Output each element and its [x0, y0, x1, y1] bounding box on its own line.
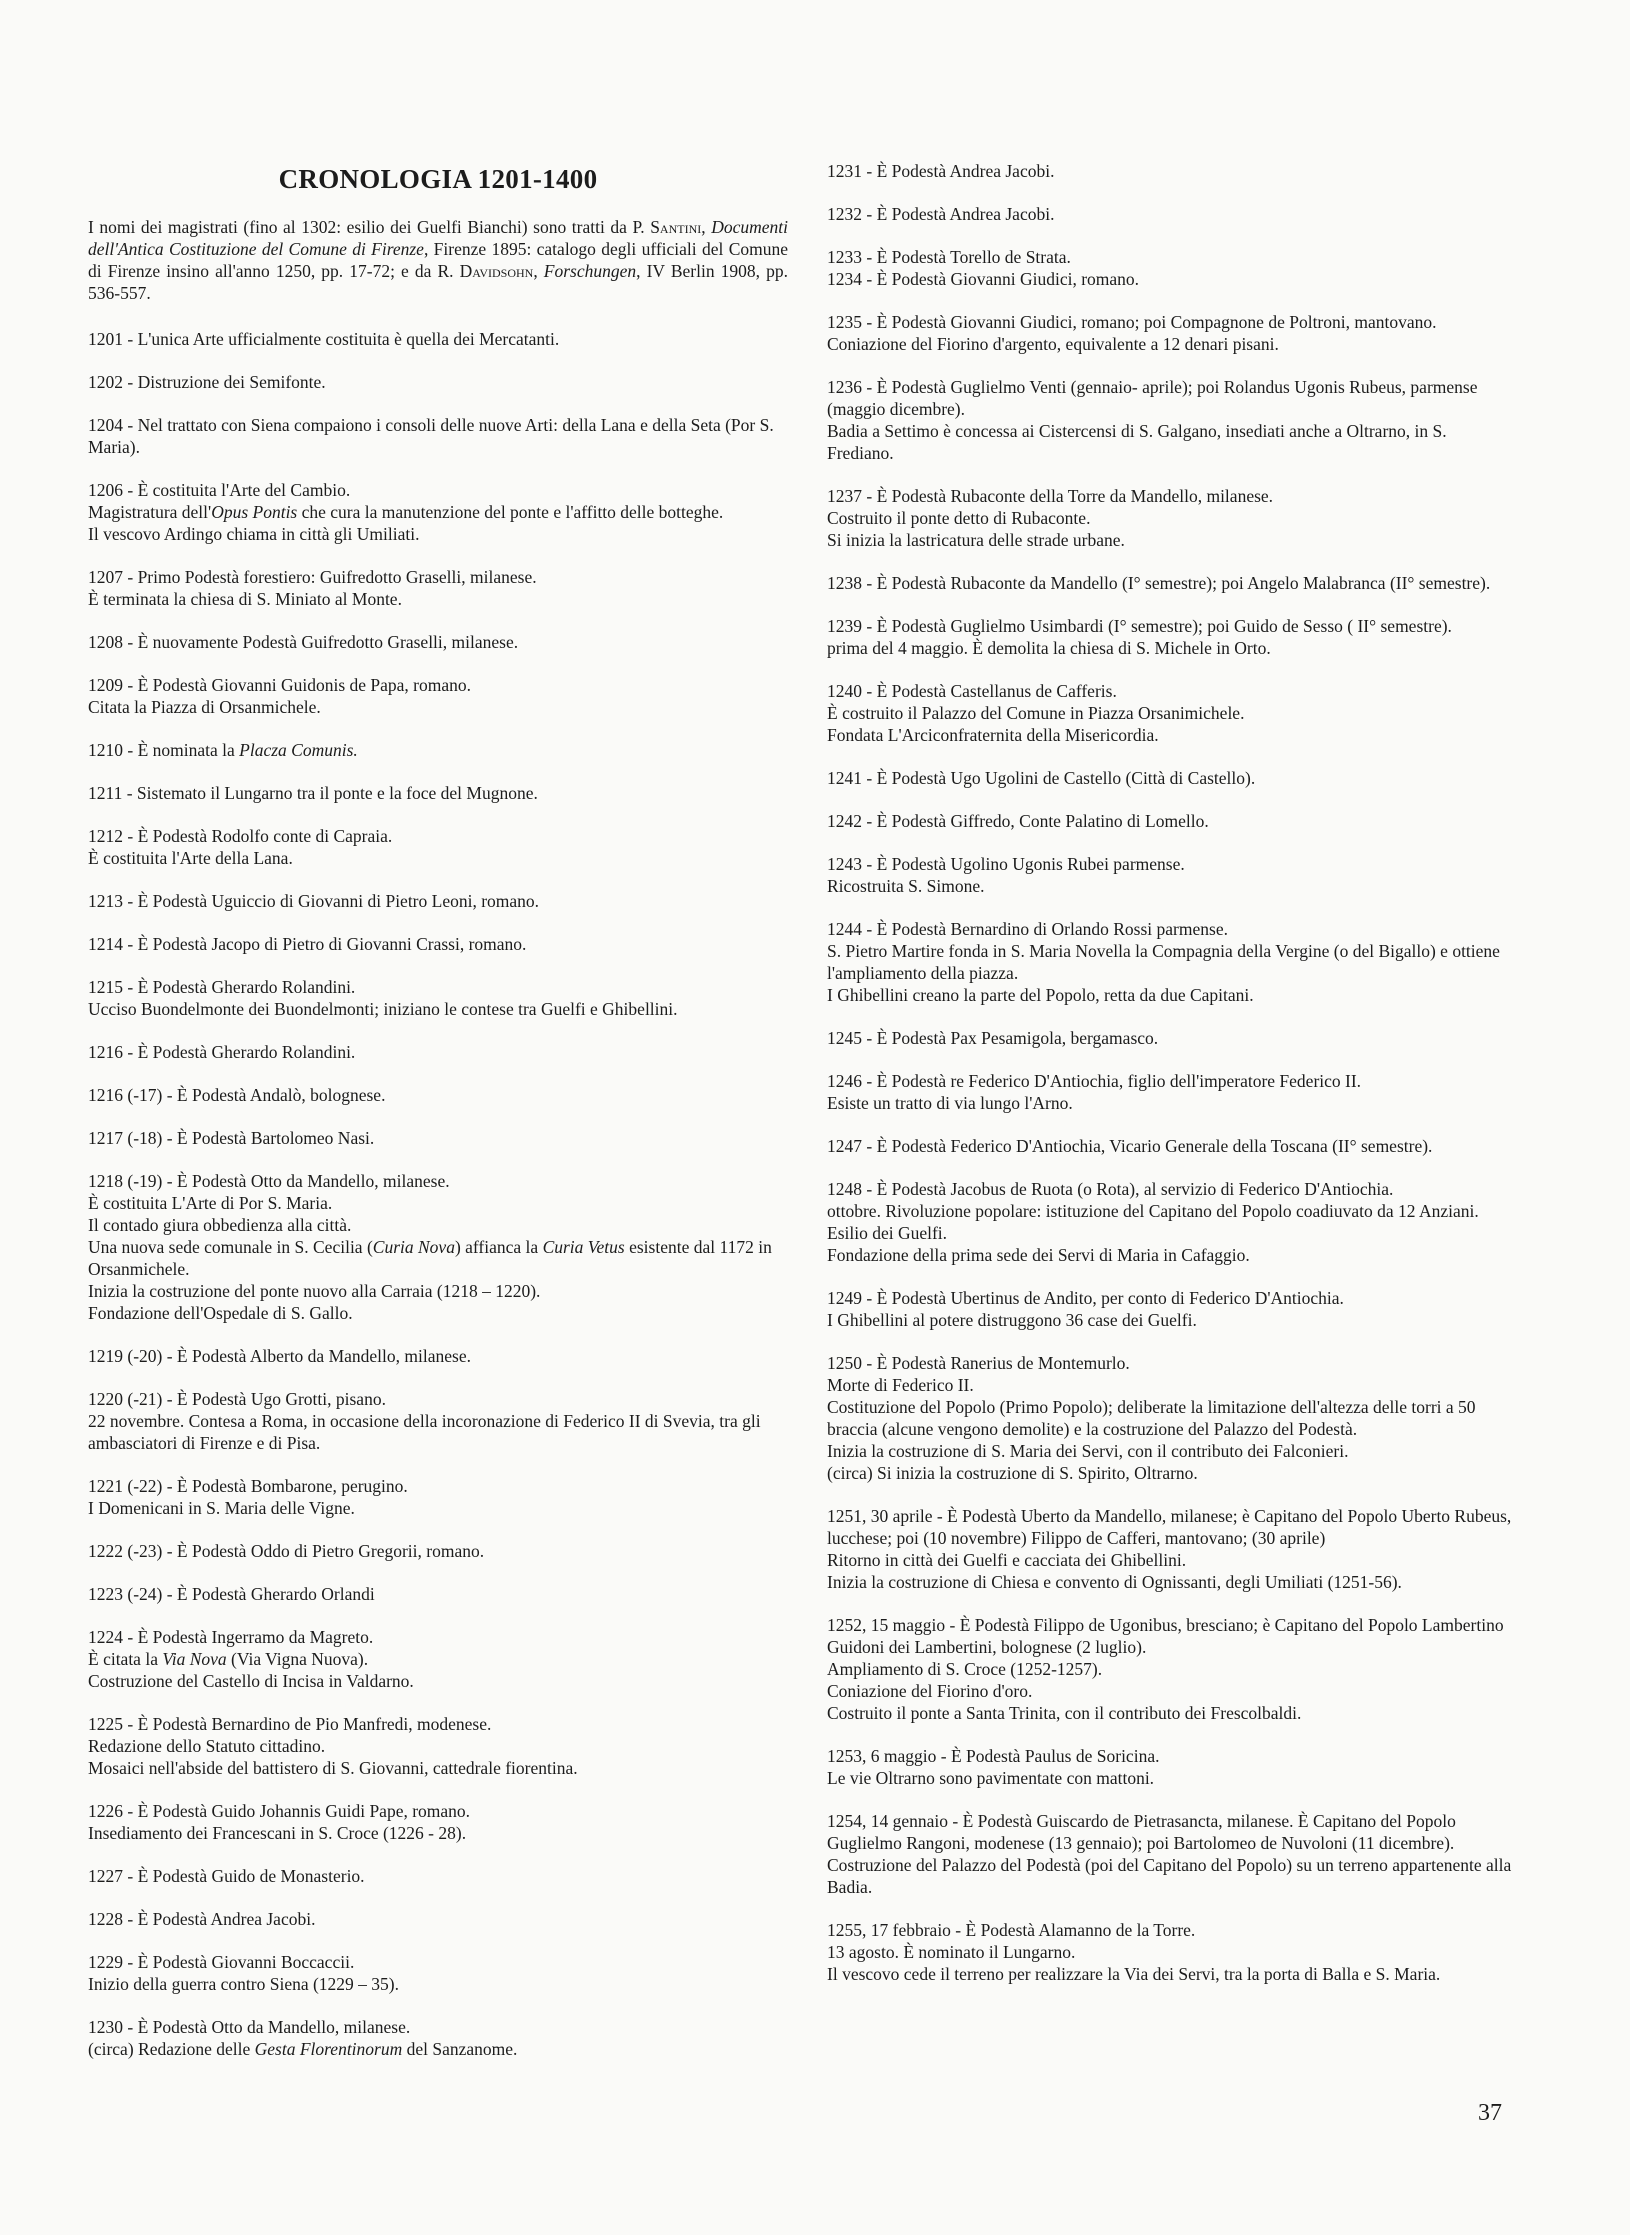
- entry-line: [88, 998, 788, 1020]
- chronology-entry: [88, 328, 788, 350]
- italic-text: Opus Pontis: [211, 502, 298, 522]
- entry-line: [88, 976, 788, 998]
- chronology-entry: [827, 203, 1517, 225]
- small-caps-text: Santini: [650, 217, 702, 237]
- entry-line: [827, 485, 1517, 507]
- entry-line: [827, 918, 1517, 940]
- chronology-entry: [827, 1135, 1517, 1157]
- entry-line: [88, 1800, 788, 1822]
- text-run: 1246 - È Podestà re Federico D'Antiochia, figlio dell'imperatore Federico II.: [827, 1071, 1362, 1091]
- entry-line: [88, 696, 788, 718]
- entry-line: [827, 420, 1517, 464]
- entry-line: [88, 1497, 788, 1519]
- entry-line: [827, 680, 1517, 702]
- chronology-entry: [88, 739, 788, 761]
- text-run: Redazione dello Statuto cittadino.: [88, 1736, 326, 1756]
- text-run: Costruzione del Castello di Incisa in Valdarno.: [88, 1671, 414, 1691]
- entry-line: [88, 1170, 788, 1192]
- text-run: Badia a Settimo è concessa ai Cistercensi di S. Galgano, insediati anche a Oltrarno, in S. Frediano.: [827, 421, 1447, 463]
- chronology-entry: [88, 1041, 788, 1063]
- entry-line: [88, 1280, 788, 1302]
- entry-line: [827, 767, 1517, 789]
- text-run: 1201 - L'unica Arte ufficialmente costituita è quella dei Mercatanti.: [88, 329, 560, 349]
- text-run: 1247 - È Podestà Federico D'Antiochia, Vicario Generale della Toscana (II° semestre).: [827, 1136, 1433, 1156]
- left-column: [88, 160, 788, 2081]
- italic-text: Placza Comunis.: [239, 740, 358, 760]
- text-run: Insediamento dei Francescani in S. Croce (1226 - 28).: [88, 1823, 467, 1843]
- text-run: 1237 - È Podestà Rubaconte della Torre da Mandello, milanese.: [827, 486, 1274, 506]
- entry-line: [827, 615, 1517, 637]
- chronology-entry: [827, 1505, 1517, 1593]
- entry-line: [827, 529, 1517, 551]
- text-run: Costruito il ponte detto di Rubaconte.: [827, 508, 1091, 528]
- text-run: 1249 - È Podestà Ubertinus de Andito, per conto di Federico D'Antiochia.: [827, 1288, 1344, 1308]
- chronology-entry: [88, 1127, 788, 1149]
- text-run: Morte di Federico II.: [827, 1375, 974, 1395]
- text-run: 1217 (-18) - È Podestà Bartolomeo Nasi.: [88, 1128, 375, 1148]
- entry-line: [827, 1070, 1517, 1092]
- chronology-entry: [827, 311, 1517, 355]
- entry-line: [88, 1713, 788, 1735]
- chronology-entry: [827, 1178, 1517, 1266]
- text-run: È costruito il Palazzo del Comune in Piazza Orsanimichele.: [827, 703, 1245, 723]
- text-run: 1207 - Primo Podestà forestiero: Guifredotto Graselli, milanese.: [88, 567, 537, 587]
- text-run: 1240 - È Podestà Castellanus de Cafferis.: [827, 681, 1117, 701]
- text-run: Inizio della guerra contro Siena (1229 – 35).: [88, 1974, 400, 1994]
- text-run: 1221 (-22) - È Podestà Bombarone, perugino.: [88, 1476, 408, 1496]
- text-run: (Via Vigna Nuova).: [226, 1649, 369, 1669]
- entry-line: [827, 1963, 1517, 1985]
- text-run: Una nuova sede comunale in S. Cecilia (: [88, 1237, 373, 1257]
- text-run: 22 novembre. Contesa a Roma, in occasione della incoronazione di Federico II di Svevia, tra gli ambasciatori di Firenze e di Pisa.: [88, 1411, 761, 1453]
- entry-line: [88, 1951, 788, 1973]
- text-run: 1241 - È Podestà Ugo Ugolini de Castello (Città di Castello).: [827, 768, 1256, 788]
- text-run: 1235 - È Podestà Giovanni Giudici, romano; poi Compagnone de Poltroni, mantovano.: [827, 312, 1437, 332]
- text-run: Inizia la costruzione di S. Maria dei Servi, con il contributo dei Falconieri.: [827, 1441, 1349, 1461]
- text-run: I Ghibellini al potere distruggono 36 case dei Guelfi.: [827, 1310, 1197, 1330]
- chronology-entry: [88, 1540, 788, 1562]
- text-run: 1230 - È Podestà Otto da Mandello, milanese.: [88, 2017, 411, 2037]
- entry-line: [88, 674, 788, 696]
- entry-line: [827, 507, 1517, 529]
- chronology-entry: [88, 631, 788, 653]
- text-run: (circa) Si inizia la costruzione di S. Spirito, Oltrarno.: [827, 1463, 1198, 1483]
- entry-line: [827, 572, 1517, 594]
- entry-line: [88, 2038, 788, 2060]
- entry-line: [88, 1670, 788, 1692]
- chronology-entry: [88, 1388, 788, 1454]
- entry-line: [88, 1127, 788, 1149]
- text-run: 1202 - Distruzione dei Semifonte.: [88, 372, 326, 392]
- text-run: Le vie Oltrarno sono pavimentate con mattoni.: [827, 1768, 1155, 1788]
- chronology-entry: [88, 1583, 788, 1605]
- entry-line: [827, 333, 1517, 355]
- chronology-entry: [827, 1352, 1517, 1484]
- text-run: I Ghibellini creano la parte del Popolo, retta da due Capitani.: [827, 985, 1254, 1005]
- text-run: Fondata L'Arciconfraternita della Misericordia.: [827, 725, 1159, 745]
- entry-line: [88, 479, 788, 501]
- entry-line: [827, 1571, 1517, 1593]
- text-run: 1218 (-19) - È Podestà Otto da Mandello, milanese.: [88, 1171, 450, 1191]
- chronology-entry: [88, 566, 788, 610]
- entry-line: [88, 371, 788, 393]
- entry-line: [827, 1374, 1517, 1396]
- text-run: 1219 (-20) - È Podestà Alberto da Mandello, milanese.: [88, 1346, 471, 1366]
- entry-line: [827, 1396, 1517, 1440]
- text-run: 1204 - Nel trattato con Siena compaiono i consoli delle nuove Arti: della Lana e della Seta (Por S. Maria).: [88, 415, 774, 457]
- text-run: Inizia la costruzione di Chiesa e convento di Ognissanti, degli Umiliati (1251-56).: [827, 1572, 1402, 1592]
- text-run: 1224 - È Podestà Ingerramo da Magreto.: [88, 1627, 374, 1647]
- entry-line: [827, 984, 1517, 1006]
- text-run: 1255, 17 febbraio - È Podestà Alamanno de la Torre.: [827, 1920, 1196, 1940]
- chronology-entry: [88, 890, 788, 912]
- text-run: 1236 - È Podestà Guglielmo Venti (gennaio- aprile); poi Rolandus Ugonis Rubeus, parmense (maggio dicembre).: [827, 377, 1478, 419]
- text-run: S. Pietro Martire fonda in S. Maria Novella la Compagnia della Vergine (o del Bigallo) e ottiene l'ampliamento della piazza.: [827, 941, 1500, 983]
- text-run: 1209 - È Podestà Giovanni Guidonis de Papa, romano.: [88, 675, 472, 695]
- text-run: Costituzione del Popolo (Primo Popolo); deliberate la limitazione dell'altezza delle torri a 50 braccia (alcune vengono demolite) e la costruzione del Palazzo del Podestà.: [827, 1397, 1476, 1439]
- text-run: , Firenze 1895: catalogo degli ufficiali del Comune di Firenze insino all'anno 1250, pp. 17-72; e da R.: [88, 239, 788, 281]
- page-number: 37: [1478, 2100, 1502, 2126]
- text-run: 1250 - È Podestà Ranerius de Montemurlo.: [827, 1353, 1130, 1373]
- text-run: ) affianca la: [454, 1237, 543, 1257]
- entry-line: [827, 1702, 1517, 1724]
- italic-text: Curia Nova: [372, 1237, 455, 1257]
- entry-line: [827, 1027, 1517, 1049]
- text-run: Esiste un tratto di via lungo l'Arno.: [827, 1093, 1073, 1113]
- text-run: Coniazione del Fiorino d'oro.: [827, 1681, 1033, 1701]
- entry-line: [88, 1648, 788, 1670]
- entry-line: [88, 1388, 788, 1410]
- chronology-entry: [88, 1713, 788, 1779]
- chronology-entry: [827, 810, 1517, 832]
- left-chronology-list: [88, 328, 788, 2060]
- text-run: ottobre. Rivoluzione popolare: istituzione del Capitano del Popolo coadiuvato da 12 Anziani.: [827, 1201, 1479, 1221]
- text-run: Il contado giura obbedienza alla città.: [88, 1215, 352, 1235]
- entry-line: [827, 1309, 1517, 1331]
- entry-line: [827, 1178, 1517, 1200]
- text-run: 1233 - È Podestà Torello de Strata.: [827, 247, 1071, 267]
- chronology-entry: [827, 485, 1517, 551]
- text-run: 1216 - È Podestà Gherardo Rolandini.: [88, 1042, 356, 1062]
- entry-line: [827, 1941, 1517, 1963]
- entry-line: [88, 1865, 788, 1887]
- entry-line: [827, 1745, 1517, 1767]
- chronology-entry: [827, 680, 1517, 746]
- entry-line: [88, 1192, 788, 1214]
- entry-line: [88, 1757, 788, 1779]
- text-run: È costituita l'Arte della Lana.: [88, 848, 293, 868]
- text-run: 1245 - È Podestà Pax Pesamigola, bergamasco.: [827, 1028, 1159, 1048]
- text-run: 1208 - È nuovamente Podestà Guifredotto Graselli, milanese.: [88, 632, 519, 652]
- entry-line: [88, 501, 788, 523]
- entry-line: [88, 1236, 788, 1280]
- entry-line: [827, 1440, 1517, 1462]
- text-run: Ritorno in città dei Guelfi e cacciata dei Ghibellini.: [827, 1550, 1187, 1570]
- chronology-entry: [827, 767, 1517, 789]
- entry-line: [88, 1041, 788, 1063]
- entry-line: [827, 1919, 1517, 1941]
- text-run: prima del 4 maggio. È demolita la chiesa di S. Michele in Orto.: [827, 638, 1271, 658]
- entry-line: [827, 1244, 1517, 1266]
- italic-text: Gesta Florentinorum: [254, 2039, 403, 2059]
- text-run: 1212 - È Podestà Rodolfo conte di Capraia.: [88, 826, 393, 846]
- text-run: esistente dal 1172 in Orsanmichele.: [88, 1237, 772, 1279]
- entry-line: [827, 1854, 1517, 1898]
- text-run: 1243 - È Podestà Ugolino Ugonis Rubei parmense.: [827, 854, 1185, 874]
- entry-line: [88, 1345, 788, 1367]
- chronology-entry: [827, 246, 1517, 290]
- text-run: Mosaici nell'abside del battistero di S. Giovanni, cattedrale fiorentina.: [88, 1758, 578, 1778]
- chronology-entry: [88, 371, 788, 393]
- entry-line: [827, 1810, 1517, 1854]
- entry-line: [827, 1680, 1517, 1702]
- entry-line: [827, 875, 1517, 897]
- chronology-entry: [827, 853, 1517, 897]
- entry-line: [88, 782, 788, 804]
- text-run: 1244 - È Podestà Bernardino di Orlando Rossi parmense.: [827, 919, 1228, 939]
- chronology-entry: [88, 2016, 788, 2060]
- entry-line: [827, 203, 1517, 225]
- entry-line: [88, 847, 788, 869]
- text-run: 1252, 15 maggio - È Podestà Filippo de Ugonibus, bresciano; è Capitano del Popolo Lambertino Guidoni dei Lambertini, bolognese (2 luglio).: [827, 1615, 1504, 1657]
- text-run: , IV Berlin 1908, pp. 536-557.: [88, 261, 788, 303]
- chronology-entry: [827, 1614, 1517, 1724]
- text-run: Esilio dei Guelfi.: [827, 1223, 948, 1243]
- text-run: 1222 (-23) - È Podestà Oddo di Pietro Gregorii, romano.: [88, 1541, 485, 1561]
- entry-line: [88, 1735, 788, 1757]
- text-run: Si inizia la lastricatura delle strade urbane.: [827, 530, 1125, 550]
- text-run: 1248 - È Podestà Jacobus de Ruota (o Rota), al servizio di Federico D'Antiochia.: [827, 1179, 1394, 1199]
- chronology-entry: [88, 1865, 788, 1887]
- chronology-entry: [88, 1626, 788, 1692]
- entry-line: [827, 311, 1517, 333]
- text-run: 1229 - È Podestà Giovanni Boccaccii.: [88, 1952, 355, 1972]
- text-run: 1223 (-24) - È Podestà Gherardo Orlandi: [88, 1584, 375, 1604]
- text-run: 1206 - È costituita l'Arte del Cambio.: [88, 480, 351, 500]
- entry-line: [88, 739, 788, 761]
- text-run: 1242 - È Podestà Giffredo, Conte Palatino di Lomello.: [827, 811, 1209, 831]
- text-run: 1225 - È Podestà Bernardino de Pio Manfredi, modenese.: [88, 1714, 492, 1734]
- text-run: Inizia la costruzione del ponte nuovo alla Carraia (1218 – 1220).: [88, 1281, 541, 1301]
- entry-line: [827, 724, 1517, 746]
- chronology-entry: [88, 1170, 788, 1324]
- text-run: 1253, 6 maggio - È Podestà Paulus de Soricina.: [827, 1746, 1160, 1766]
- text-run: 1232 - È Podestà Andrea Jacobi.: [827, 204, 1055, 224]
- chronology-entry: [88, 782, 788, 804]
- entry-line: [88, 1908, 788, 1930]
- text-run: Ucciso Buondelmonte dei Buondelmonti; iniziano le contese tra Guelfi e Ghibellini.: [88, 999, 678, 1019]
- entry-line: [88, 414, 788, 458]
- chronology-entry: [827, 1919, 1517, 1985]
- text-run: Magistratura dell': [88, 502, 212, 522]
- chronology-entry: [88, 1951, 788, 1995]
- entry-line: [827, 702, 1517, 724]
- text-run: I Domenicani in S. Maria delle Vigne.: [88, 1498, 355, 1518]
- text-run: Coniazione del Fiorino d'argento, equivalente a 12 denari pisani.: [827, 334, 1279, 354]
- chronology-entry: [827, 1745, 1517, 1789]
- entry-line: [88, 1626, 788, 1648]
- entry-line: [827, 1200, 1517, 1222]
- text-run: (circa) Redazione delle: [88, 2039, 255, 2059]
- entry-line: [827, 376, 1517, 420]
- entry-line: [827, 1352, 1517, 1374]
- entry-line: [88, 825, 788, 847]
- text-run: del Sanzanome.: [402, 2039, 518, 2059]
- chronology-entry: [88, 1345, 788, 1367]
- text-run: 1234 - È Podestà Giovanni Giudici, romano.: [827, 269, 1140, 289]
- text-run: che cura la manutenzione del ponte e l'affitto delle botteghe.: [297, 502, 724, 522]
- chronology-entry: [827, 1810, 1517, 1898]
- chronology-entry: [88, 1084, 788, 1106]
- italic-text: Forschungen: [543, 261, 637, 281]
- right-chronology-list: [827, 160, 1517, 1985]
- entry-line: [827, 1767, 1517, 1789]
- chronology-entry: [827, 160, 1517, 182]
- entry-line: [827, 940, 1517, 984]
- chronology-entry: [88, 825, 788, 869]
- entry-line: [88, 1302, 788, 1324]
- text-run: Il vescovo cede il terreno per realizzare la Via dei Servi, tra la porta di Balla e S. Maria.: [827, 1964, 1441, 1984]
- entry-line: [827, 1222, 1517, 1244]
- chronology-entry: [827, 1027, 1517, 1049]
- text-run: Costruzione del Palazzo del Podestà (poi del Capitano del Popolo) su un terreno appartenente alla Badia.: [827, 1855, 1512, 1897]
- text-run: 1251, 30 aprile - È Podestà Uberto da Mandello, milanese; è Capitano del Popolo Uberto Rubeus, lucchese; poi (10 novembre) Filippo de Cafferi, mantovano; (30 aprile): [827, 1506, 1512, 1548]
- text-run: Ampliamento di S. Croce (1252-1257).: [827, 1659, 1103, 1679]
- text-run: I nomi dei magistrati (fino al 1302: esilio dei Guelfi Bianchi) sono tratti da P.: [88, 217, 651, 237]
- chronology-entry: [88, 674, 788, 718]
- text-run: Il vescovo Ardingo chiama in città gli Umiliati.: [88, 524, 420, 544]
- entry-line: [88, 1475, 788, 1497]
- chronology-entry: [88, 479, 788, 545]
- text-run: 1254, 14 gennaio - È Podestà Guiscardo de Pietrasancta, milanese. È Capitano del Popolo Guglielmo Rangoni, modenese (13 gennaio); poi Bartolomeo de Nuvoloni (11 dicembre).: [827, 1811, 1456, 1853]
- text-run: È terminata la chiesa di S. Miniato al Monte.: [88, 589, 402, 609]
- entry-line: [827, 637, 1517, 659]
- right-column: [827, 160, 1517, 2006]
- entry-line: [88, 1973, 788, 1995]
- chronology-entry: [88, 1908, 788, 1930]
- chronology-entry: [827, 918, 1517, 1006]
- text-run: È citata la: [88, 1649, 163, 1669]
- entry-line: [827, 853, 1517, 875]
- entry-line: [827, 1658, 1517, 1680]
- entry-line: [827, 268, 1517, 290]
- entry-line: [827, 1614, 1517, 1658]
- text-run: Ricostruita S. Simone.: [827, 876, 985, 896]
- text-run: 1210 - È nominata la: [88, 740, 240, 760]
- entry-line: [88, 2016, 788, 2038]
- page-title: CRONOLOGIA 1201-1400: [278, 164, 598, 194]
- text-run: 1226 - È Podestà Guido Johannis Guidi Pape, romano.: [88, 1801, 471, 1821]
- text-run: 1231 - È Podestà Andrea Jacobi.: [827, 161, 1055, 181]
- text-run: ,: [701, 217, 712, 237]
- text-run: 1215 - È Podestà Gherardo Rolandini.: [88, 977, 356, 997]
- entry-line: [827, 1549, 1517, 1571]
- text-run: 1214 - È Podestà Jacopo di Pietro di Giovanni Crassi, romano.: [88, 934, 527, 954]
- text-run: 1239 - È Podestà Guglielmo Usimbardi (I° semestre); poi Guido de Sesso ( II° semestre).: [827, 616, 1452, 636]
- entry-line: [88, 523, 788, 545]
- text-run: Fondazione della prima sede dei Servi di Maria in Cafaggio.: [827, 1245, 1250, 1265]
- entry-line: [88, 1583, 788, 1605]
- entry-line: [827, 246, 1517, 268]
- chronology-entry: [827, 1070, 1517, 1114]
- text-run: 13 agosto. È nominato il Lungarno.: [827, 1942, 1076, 1962]
- text-run: 1228 - È Podestà Andrea Jacobi.: [88, 1909, 316, 1929]
- entry-line: [827, 1505, 1517, 1549]
- italic-text: Documenti dell'Antica Costituzione del Comune di Firenze: [88, 217, 788, 259]
- entry-line: [88, 1410, 788, 1454]
- text-run: 1211 - Sistemato il Lungarno tra il ponte e la foce del Mugnone.: [88, 783, 538, 803]
- entry-line: [88, 933, 788, 955]
- chronology-entry: [88, 1475, 788, 1519]
- entry-line: [88, 1084, 788, 1106]
- entry-line: [88, 566, 788, 588]
- text-run: 1213 - È Podestà Uguiccio di Giovanni di Pietro Leoni, romano.: [88, 891, 540, 911]
- text-run: È costituita L'Arte di Por S. Maria.: [88, 1193, 333, 1213]
- entry-line: [88, 631, 788, 653]
- chronology-entry: [88, 976, 788, 1020]
- text-run: Citata la Piazza di Orsanmichele.: [88, 697, 321, 717]
- text-run: ,: [533, 261, 544, 281]
- entry-line: [827, 160, 1517, 182]
- chronology-entry: [827, 572, 1517, 594]
- text-run: 1216 (-17) - È Podestà Andalò, bolognese.: [88, 1085, 386, 1105]
- small-caps-text: Davidsohn: [459, 261, 534, 281]
- chronology-entry: [88, 414, 788, 458]
- chronology-entry: [88, 1800, 788, 1844]
- entry-line: [827, 1135, 1517, 1157]
- entry-line: [88, 1214, 788, 1236]
- entry-line: [827, 1287, 1517, 1309]
- text-run: 1238 - È Podestà Rubaconte da Mandello (I° semestre); poi Angelo Malabranca (II° semestre).: [827, 573, 1491, 593]
- entry-line: [88, 328, 788, 350]
- italic-text: Curia Vetus: [542, 1237, 625, 1257]
- entry-line: [827, 810, 1517, 832]
- intro-paragraph: [88, 216, 788, 304]
- chronology-entry: [827, 376, 1517, 464]
- chronology-entry: [827, 1287, 1517, 1331]
- entry-line: [827, 1092, 1517, 1114]
- chronology-entry: [827, 615, 1517, 659]
- chronology-entry: [88, 933, 788, 955]
- text-run: Costruito il ponte a Santa Trinita, con il contributo dei Frescolbaldi.: [827, 1703, 1302, 1723]
- italic-text: Via Nova: [162, 1649, 227, 1669]
- text-run: Fondazione dell'Ospedale di S. Gallo.: [88, 1303, 353, 1323]
- entry-line: [88, 890, 788, 912]
- entry-line: [827, 1462, 1517, 1484]
- text-run: 1227 - È Podestà Guido de Monasterio.: [88, 1866, 365, 1886]
- entry-line: [88, 1540, 788, 1562]
- entry-line: [88, 588, 788, 610]
- entry-line: [88, 1822, 788, 1844]
- text-run: 1220 (-21) - È Podestà Ugo Grotti, pisano.: [88, 1389, 386, 1409]
